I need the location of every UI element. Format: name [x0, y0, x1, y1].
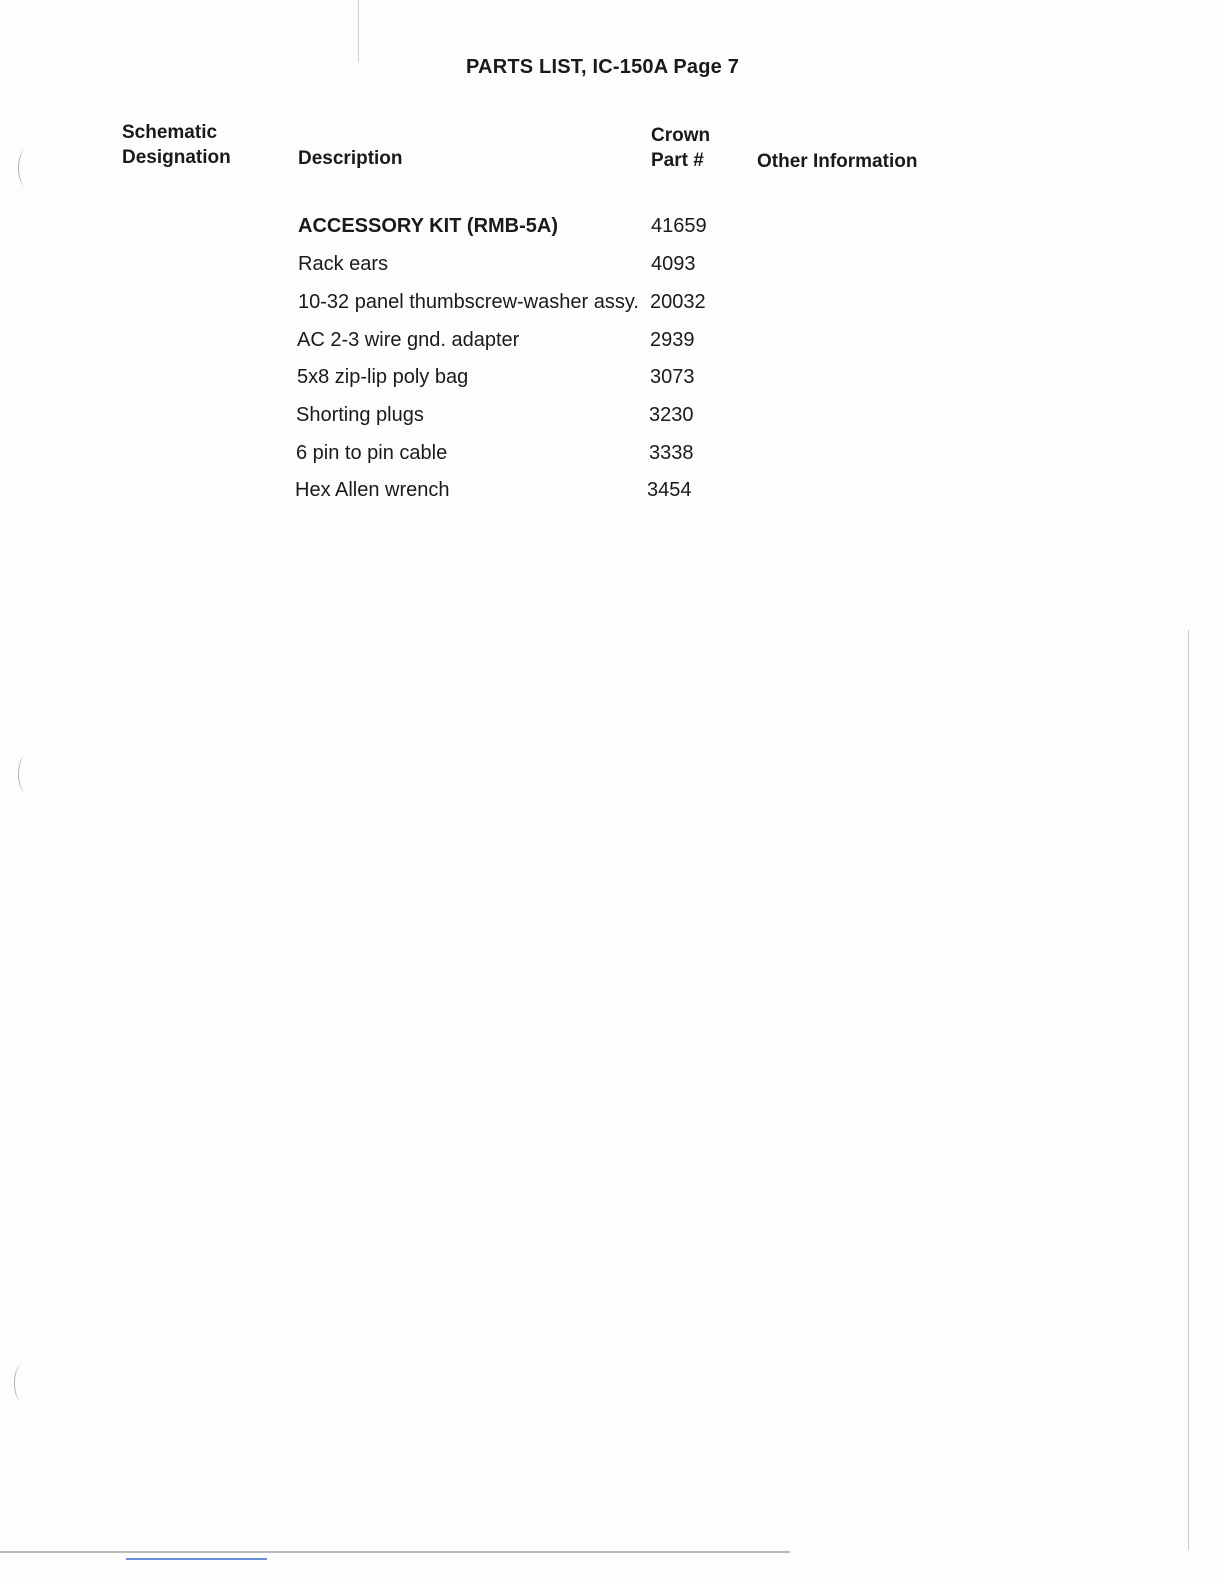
page-title: PARTS LIST, IC-150A Page 7 — [466, 56, 740, 78]
part-number: 3454 — [647, 479, 692, 501]
part-number: 3338 — [649, 442, 694, 464]
part-description: Rack ears — [298, 253, 389, 275]
crown-header-line1: Crown — [651, 125, 711, 146]
part-number: 3230 — [649, 404, 694, 426]
scan-artifact-line — [126, 1558, 267, 1560]
part-description: ACCESSORY KIT (RMB-5A) — [298, 215, 559, 237]
scan-artifact-line — [0, 1551, 790, 1553]
crown-part-header — [651, 123, 710, 173]
punch-hole-mark — [18, 756, 33, 792]
schematic-header-line1: Schematic — [122, 122, 218, 143]
scan-artifact-line — [1188, 630, 1189, 1550]
scan-artifact-line — [358, 0, 359, 62]
punch-hole-mark — [14, 1365, 29, 1401]
part-description: 5x8 zip-lip poly bag — [297, 366, 469, 388]
crown-header-line2: Part # — [651, 150, 704, 171]
part-description: 6 pin to pin cable — [296, 442, 448, 464]
schematic-designation-header — [122, 120, 231, 170]
part-number: 41659 — [651, 215, 707, 237]
part-number: 20032 — [650, 291, 706, 313]
part-description: Shorting plugs — [296, 404, 424, 426]
part-number: 3073 — [650, 366, 695, 388]
part-number: 2939 — [650, 329, 695, 351]
part-number: 4093 — [651, 253, 696, 275]
punch-hole-mark — [18, 150, 33, 186]
part-description: 10-32 panel thumbscrew-washer assy. — [298, 291, 639, 313]
other-information-header: Other Information — [757, 151, 918, 172]
part-description: Hex Allen wrench — [295, 479, 450, 501]
description-header: Description — [298, 148, 403, 169]
part-description: AC 2-3 wire gnd. adapter — [297, 329, 520, 351]
schematic-header-line2: Designation — [122, 147, 231, 168]
